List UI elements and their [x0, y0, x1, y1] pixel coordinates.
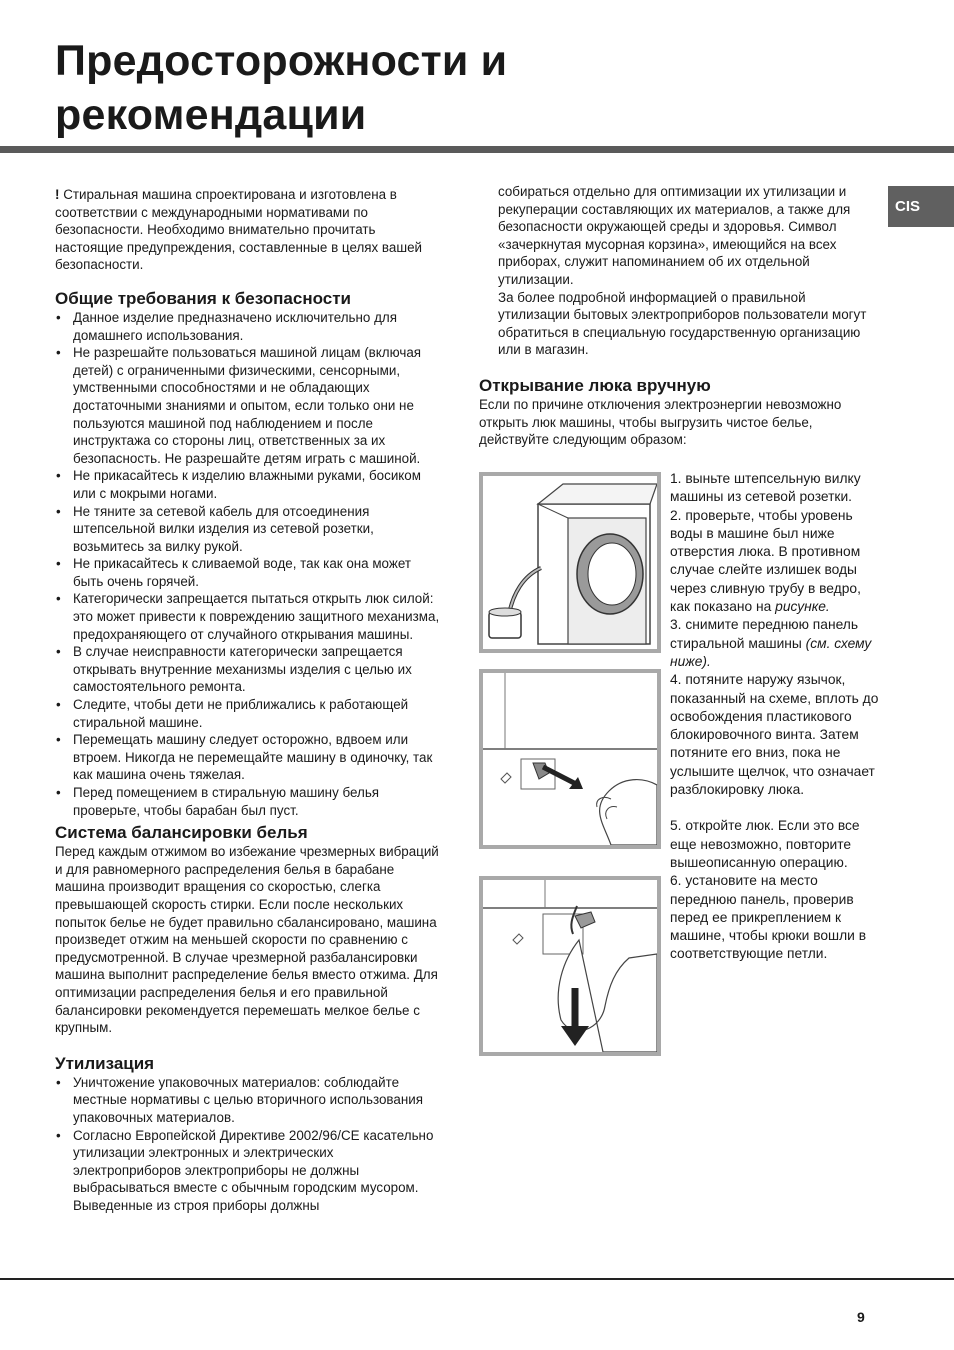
- safety-item: • Перемещать машину следует осторожно, вдвоем или втроем. Никогда не перемещайте машину в одиночку, так как машина очень тяжелая.: [55, 731, 445, 784]
- safety-item: • Не прикасайтесь к сливаемой воде, так как она может быть очень горячей.: [55, 555, 445, 590]
- language-tab: CIS: [888, 186, 954, 227]
- step-3-text: 3. снимите переднюю панель стиральной машины: [670, 617, 859, 651]
- step-6: 6. установите на место переднюю панель, проверив перед ее прикреплением к машине, чтобы крюки вошли в соответствующие петли.: [670, 873, 867, 962]
- disposal-list: [55, 1074, 445, 1215]
- title-line-2: рекомендации: [55, 91, 367, 139]
- title-divider: [0, 146, 954, 153]
- safety-item: • Не прикасайтесь к изделию влажными руками, босиком или с мокрыми ногами.: [55, 467, 445, 502]
- safety-item: • Следите, чтобы дети не приближались к работающей стиральной машине.: [55, 696, 445, 731]
- step-3-emphasis: (см. схему ниже).: [670, 635, 872, 669]
- balance-heading: Система балансировки белья: [55, 823, 308, 843]
- release-tab-illustration: [483, 673, 657, 845]
- safety-item: • Не тяните за сетевой кабель для отсоединения штепсельной вилки изделия из сетевой розетки, возьмитесь за вилку рукой.: [55, 503, 445, 556]
- step-1: 1. выньте штепсельную вилку машины из сетевой розетки.: [670, 471, 861, 505]
- door-intro: Если по причине отключения электроэнергии невозможно открыть люк машины, чтобы выгрузить чистое белье, действуйте следующим образом:: [479, 397, 842, 448]
- figure-release-tab: [479, 669, 661, 849]
- disposal-continuation: [498, 183, 870, 359]
- figure-drain-bucket: [479, 472, 661, 653]
- door-heading: Открывание люка вручную: [479, 376, 711, 395]
- disposal-item: • Уничтожение упаковочных материалов: соблюдайте местные нормативы с целью вторичного использования упаковочных материалов.: [55, 1074, 445, 1127]
- safety-item: • Перед помещением в стиральную машину белья проверьте, чтобы барабан был пуст.: [55, 784, 445, 819]
- page-number: 9: [857, 1309, 865, 1325]
- left-column: [55, 186, 445, 1214]
- step-2-text: 2. проверьте, чтобы уровень воды в машине был ниже отверстия люка. В противном случае слейте излишек воды через сливную трубу в ведро, как показано на: [670, 507, 861, 615]
- footer-divider: [0, 1278, 954, 1280]
- step-3: [670, 616, 880, 671]
- step-5: 5. откройте люк. Если это все еще невозможно, повторите вышеописанную операцию.: [670, 818, 860, 870]
- disposal-item: • Согласно Европейской Директиве 2002/96/CE касательно утилизации электронных и электрических электроприборов электроприборы не должны выбрасываться вместе с обычным городским мусором. Выведенные из строя приборы должны: [55, 1127, 445, 1215]
- step-2: [670, 507, 880, 617]
- title-line-1: Предосторожности и: [55, 37, 508, 85]
- safety-item: • Не разрешайте пользоваться машиной лицам (включая детей) с ограниченными физическими, сенсорными, умственными способностями и не обладающих достаточными знаниями и опытом, если только они не пользуются машиной под наблюдением и после инструктажа со стороны лиц, ответственных за их безопасность. Не разрешайте детям играть с машиной.: [55, 344, 445, 467]
- step-2-emphasis: рисунке.: [775, 599, 830, 615]
- door-section: [479, 376, 879, 449]
- warning-mark: !: [55, 187, 60, 202]
- safety-item: • Данное изделие предназначено исключительно для домашнего использования.: [55, 309, 445, 344]
- washing-machine-drain-illustration: [483, 476, 657, 649]
- step-4: 4. потяните наружу язычок, показанный на схеме, вплоть до освобождения пластикового блокировочного винта. Затем потяните его вниз, пока не услышите щелчок, что означает разблокировку люка.: [670, 672, 879, 798]
- page-title: [55, 34, 507, 142]
- balance-text: Перед каждым отжимом во избежание чрезмерных вибраций и для равномерного распределения белья в барабане машина производит вращения со скоростью, слегка превышающей скорость стирки. Если после нескольких попыток белье не будет правильно сбалансировано, машина произведет отжим на меньшей скорости по сравнению с предусмотренной. В случае чрезмерной разбалансировки машина выполнит распределение белья вместо отжима. Для оптимизации распределения белья и его правильной балансировки рекомендуется перемешать мелкое белье с крупным.: [55, 844, 439, 1036]
- safety-item: • В случае неисправности категорически запрещается открывать внутренние механизмы изделия с целью их самостоятельного ремонта.: [55, 643, 445, 696]
- disposal-heading: Утилизация: [55, 1053, 155, 1073]
- intro-text: Стиральная машина спроектирована и изготовлена в соответствии с международными нормативами по безопасности. Необходимо внимательно прочитать настоящие предупреждения, составленные в целях вашей безопасности.: [55, 187, 423, 273]
- intro-paragraph: [55, 186, 445, 274]
- safety-list: [55, 309, 445, 819]
- door-steps: [670, 470, 880, 964]
- figure-pull-down: [479, 876, 661, 1056]
- disposal-continuation-text: собираться отдельно для оптимизации их утилизации и рекуперации составляющих их материалов, а также для безопасности окружающей среды и здоровья. Символ «зачеркнутая мусорная корзина», имеющийся на всех приборах, служит напоминанием об их отдельной утилизации.: [498, 184, 851, 287]
- disposal-info-text: За более подробной информацией о правильной утилизации бытовых электроприборов пользователи могут обратиться в специальную государственную организацию или в магазин.: [498, 289, 867, 358]
- safety-heading: Общие требования к безопасности: [55, 288, 351, 308]
- safety-item: • Категорически запрещается пытаться открыть люк силой: это может привести к повреждению защитного механизма, предохраняющего от случайного открывания машины.: [55, 590, 445, 643]
- pull-down-illustration: [483, 880, 657, 1052]
